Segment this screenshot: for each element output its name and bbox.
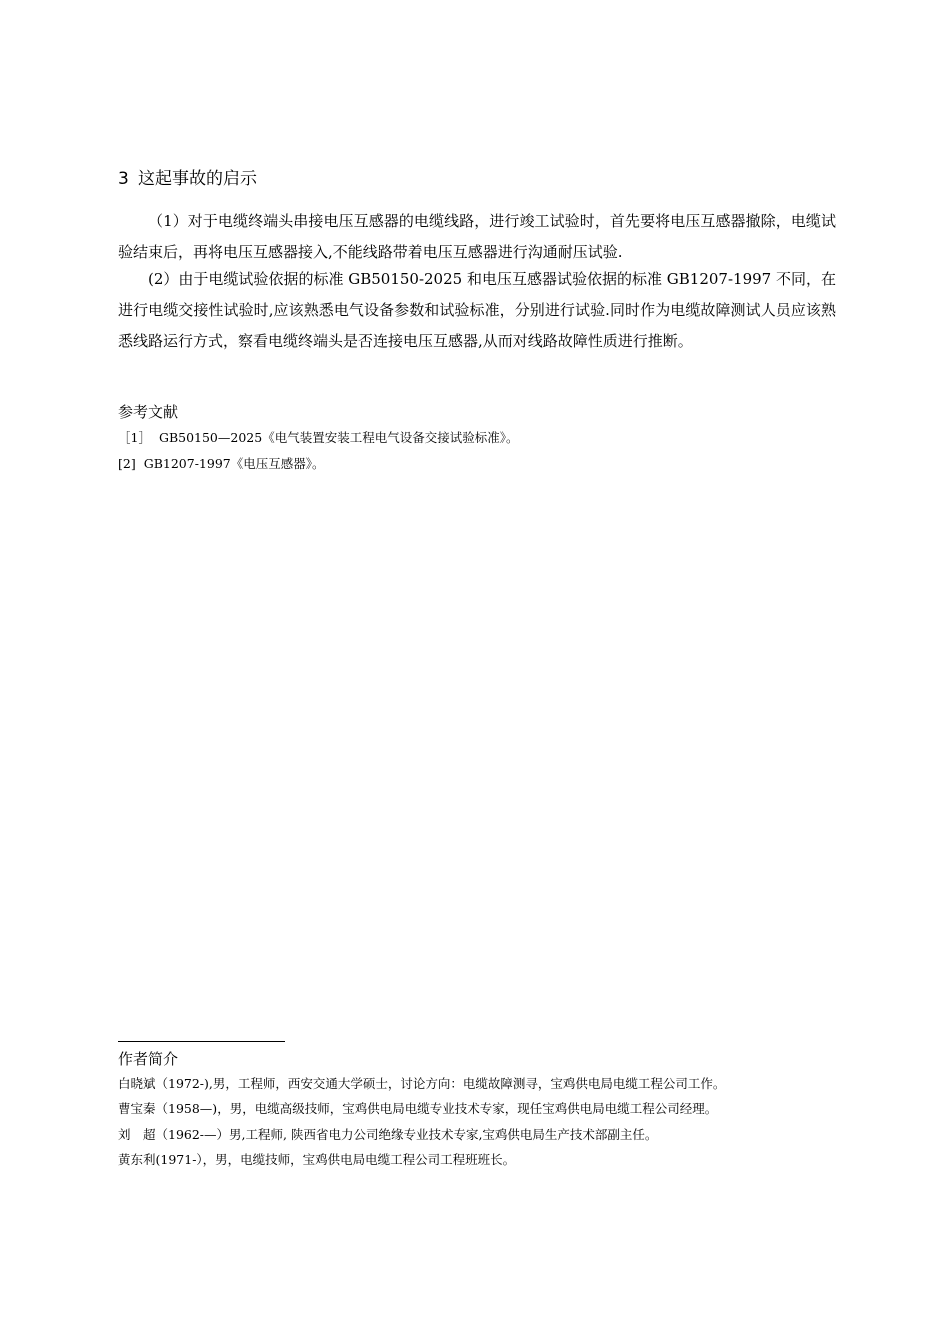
reference-item [118, 429, 518, 447]
reference-number: [2] [118, 456, 136, 471]
footnote-divider [118, 1041, 285, 1042]
author-bio-line: 白晓斌（1972-),男，工程师，西安交通大学硕士，讨论方向：电缆故障测寻，宝鸡供电局电缆工程公司工作。 [118, 1076, 726, 1091]
author-bio-line: 刘 超（1962-—）男,工程师, 陕西省电力公司绝缘专业技术专家,宝鸡供电局生产技术部副主任。 [118, 1127, 658, 1142]
section-title: 这起事故的启示 [138, 169, 257, 189]
paragraph-1: （1）对于电缆终端头串接电压互感器的电缆线路，进行竣工试验时，首先要将电压互感器撤除，电缆试验结束后，再将电压互感器接入,不能线路带着电压互感器进行沟通耐压试验. [118, 212, 836, 261]
author-bio-line: 曹宝秦（1958—)，男，电缆高级技师，宝鸡供电局电缆专业技术专家，现任宝鸡供电局电缆工程公司经理。 [118, 1101, 718, 1116]
section-number: 3 [118, 169, 129, 189]
reference-item [118, 455, 325, 473]
reference-text: GB50150—2025《电气装置安装工程电气设备交接试验标准》。 [158, 430, 519, 445]
references-heading: 参考文献 [118, 403, 179, 421]
author-bio-line: 黄东利(1971-），男，电缆技师，宝鸡供电局电缆工程公司工程班班长。 [118, 1152, 516, 1167]
paragraph-2: (2）由于电缆试验依据的标准 GB50150-2025 和电压互感器试验依据的标准 GB1207-1997 不同，在进行电缆交接性试验时,应该熟悉电气设备参数和试验标准，分别进行试验.同时作为电缆故障测试人员应该熟悉线路运行方式，察看电缆终端头是否连接电压互感器,从而对线路故障性质进行推断。 [118, 270, 836, 350]
reference-text: GB1207-1997《电压互感器》。 [143, 456, 325, 471]
reference-number: ［1］ [118, 430, 151, 445]
author-bio-heading: 作者简介 [118, 1050, 179, 1068]
section-heading [118, 168, 257, 190]
